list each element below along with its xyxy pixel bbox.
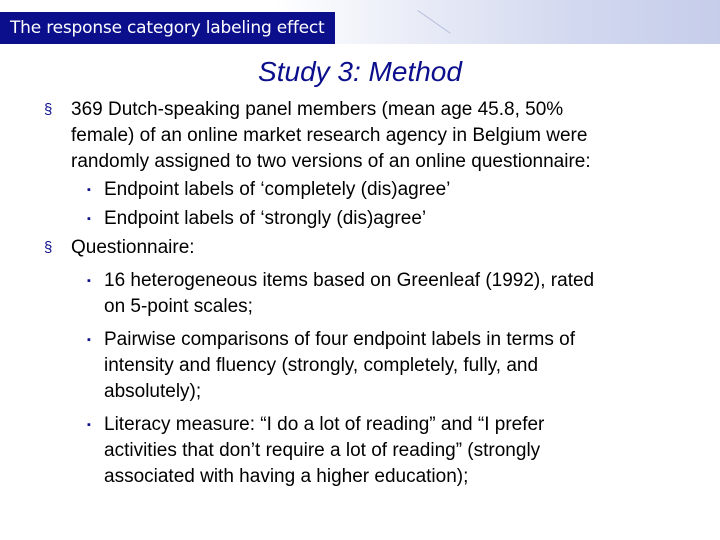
sub-bullet-marker: ▪ [87, 334, 91, 346]
sub-bullet-pairwise-line-3: absolutely); [104, 381, 202, 402]
sub-bullet-marker: ▪ [87, 184, 91, 196]
sub-bullet-items-line-2: on 5-point scales; [104, 296, 253, 317]
bullet-1-line-2: female) of an online market research agency in Belgium were [71, 125, 588, 146]
bullet-2-line-1: Questionnaire: [71, 237, 195, 258]
sub-bullet-literacy-line-1: Literacy measure: “I do a lot of reading” and “I prefer [104, 414, 545, 435]
bullet-marker: § [44, 101, 53, 118]
bullet-marker: § [44, 239, 53, 256]
sub-bullet-literacy-line-2: activities that don’t require a lot of reading” (strongly [104, 440, 541, 461]
sub-bullet-marker: ▪ [87, 213, 91, 225]
slide-title: Study 3: Method [258, 56, 462, 87]
sub-bullet-literacy-line-3: associated with having a higher education); [104, 466, 469, 487]
sub-bullet-completely: Endpoint labels of ‘completely (dis)agree’ [104, 179, 451, 200]
sub-bullet-items-line-1: 16 heterogeneous items based on Greenleaf (1992), rated [104, 270, 595, 291]
sub-bullet-marker: ▪ [87, 275, 91, 287]
sub-bullet-strongly: Endpoint labels of ‘strongly (dis)agree’ [104, 208, 427, 229]
header-title: The response category labeling effect [10, 18, 325, 38]
sub-bullet-pairwise-line-1: Pairwise comparisons of four endpoint labels in terms of [104, 329, 576, 350]
sub-bullet-marker: ▪ [87, 419, 91, 431]
bullet-1-line-3: randomly assigned to two versions of an online questionnaire: [71, 151, 591, 172]
bullet-1-line-1: 369 Dutch-speaking panel members (mean age 45.8, 50% [71, 99, 564, 120]
sub-bullet-pairwise-line-2: intensity and fluency (strongly, completely, fully, and [104, 355, 539, 376]
